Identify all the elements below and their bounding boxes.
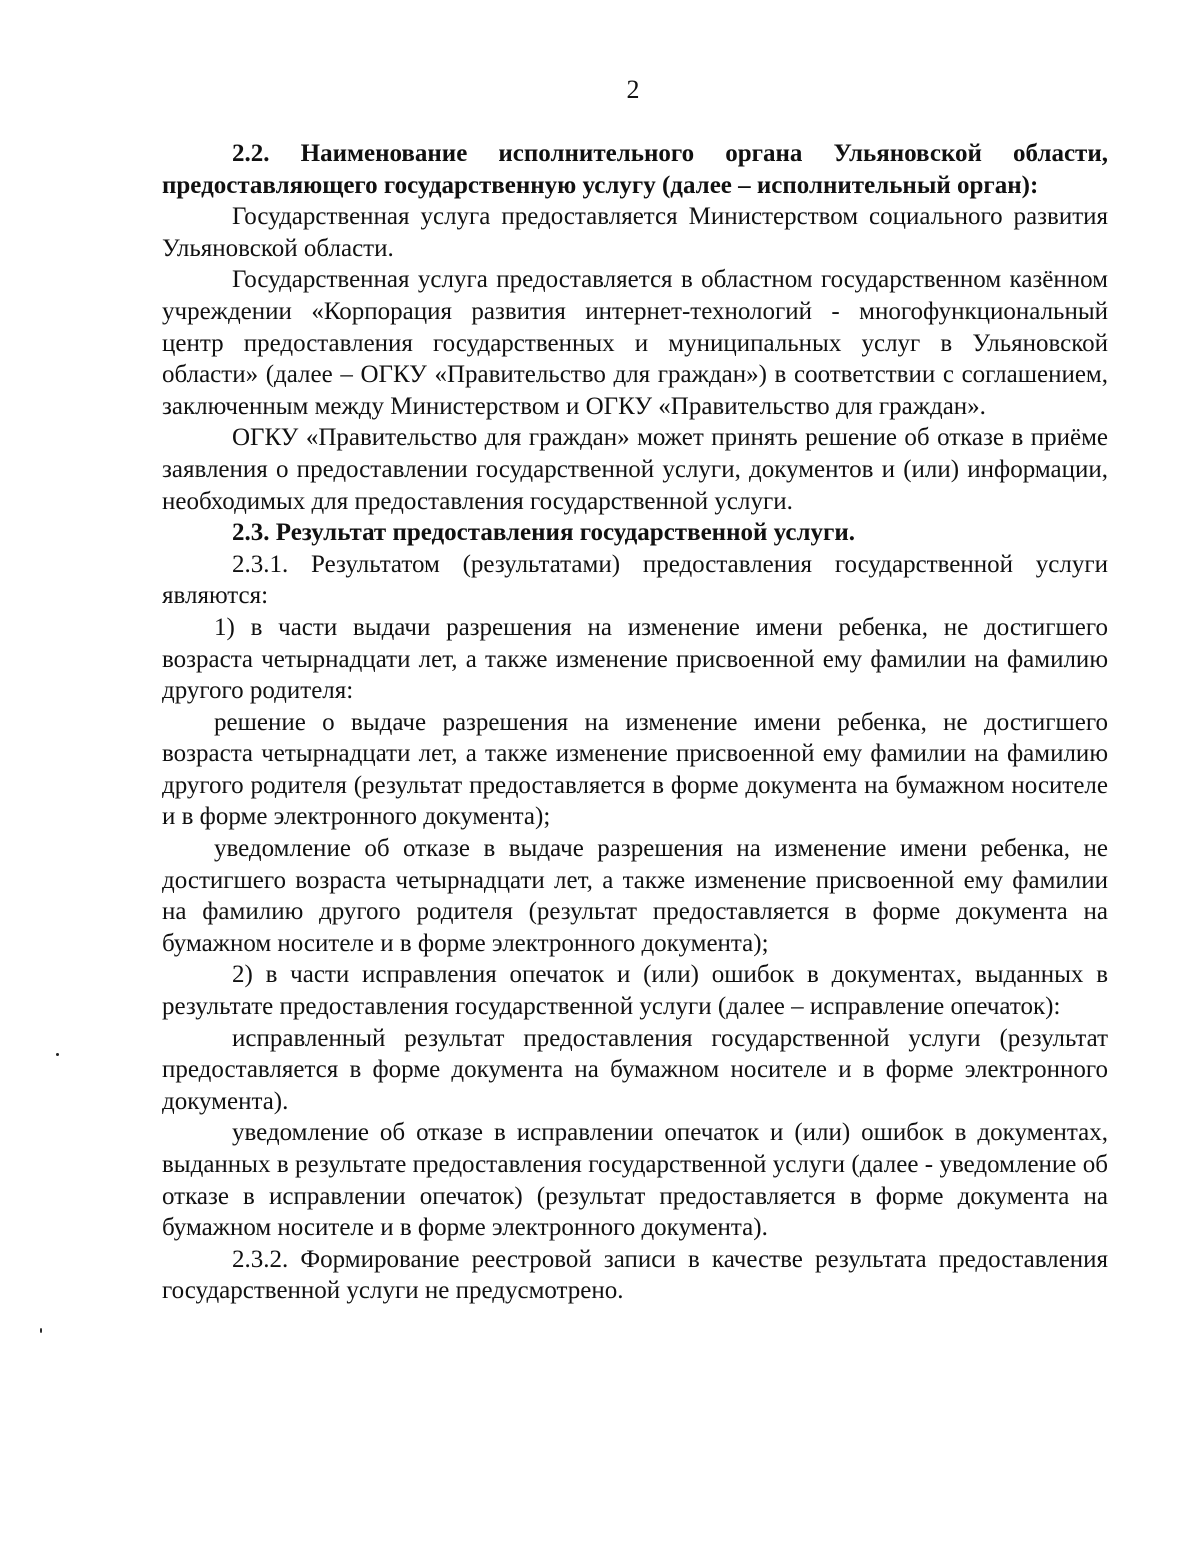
- paragraph-mfc: Государственная услуга предоставляется в областном государственном казённом учреждении «Корпорация развития интернет-технологий - многофункциональный центр предоставления государственных и муниципальных услуг в Ульяновской области» (далее – ОГКУ «Правительство для граждан») в соответствии с соглашением, заключенным между Министерством и ОГКУ «Правительство для граждан».: [162, 266, 1108, 420]
- list-item-2: 2) в части исправления опечаток и (или) ошибок в документах, выданных в результате предоставления государственной услуги (далее – исправление опечаток):: [162, 961, 1108, 1021]
- document-body: [162, 138, 1108, 1307]
- scan-speck: [56, 1053, 59, 1056]
- section-2-2-heading: 2.2. Наименование исполнительного органа Ульяновской области, предоставляющего государственную услугу (далее – исполнительный орган):: [162, 140, 1108, 199]
- paragraph-correction-refusal: уведомление об отказе в исправлении опечаток и (или) ошибок в документах, выданных в результате предоставления государственной услуги (далее - уведомление об отказе в исправлении опечаток) (результат предоставляется в форме документа на бумажном носителе и в форме электронного документа).: [162, 1119, 1108, 1242]
- paragraph-permission-decision: решение о выдаче разрешения на изменение имени ребенка, не достигшего возраста четырнадцати лет, а также изменение присвоенной ему фамилии на фамилию другого родителя (результат предоставляется в форме документа на бумажном носителе и в форме электронного документа);: [162, 708, 1108, 831]
- paragraph-2-3-1: 2.3.1. Результатом (результатами) предоставления государственной услуги являются:: [162, 550, 1108, 610]
- paragraph-permission-refusal: уведомление об отказе в выдаче разрешения на изменение имени ребенка, не достигшего возраста четырнадцати лет, а также изменение присвоенной ему фамилии на фамилию другого родителя (результат предоставляется в форме документа на бумажном носителе и в форме электронного документа);: [162, 835, 1108, 957]
- paragraph-corrected-result: исправленный результат предоставления государственной услуги (результат предоставляется в форме документа на бумажном носителе и в форме электронного документа).: [162, 1024, 1108, 1115]
- paragraph-2-3-2: 2.3.2. Формирование реестровой записи в качестве результата предоставления государственной услуги не предусмотрено.: [162, 1245, 1108, 1305]
- scan-speck: [40, 1328, 42, 1333]
- page-number: 2: [626, 75, 640, 104]
- section-2-3-heading: 2.3. Результат предоставления государственной услуги.: [232, 519, 855, 547]
- paragraph-refusal-decision: ОГКУ «Правительство для граждан» может принять решение об отказе в приёме заявления о предоставлении государственной услуги, документов и (или) информации, необходимых для предоставления государственной услуги.: [162, 424, 1108, 515]
- list-item-1: 1) в части выдачи разрешения на изменение имени ребенка, не достигшего возраста четырнадцати лет, а также изменение присвоенной ему фамилии на фамилию другого родителя:: [162, 613, 1108, 705]
- paragraph-service-provider: Государственная услуга предоставляется Министерством социального развития Ульяновской области.: [162, 203, 1108, 262]
